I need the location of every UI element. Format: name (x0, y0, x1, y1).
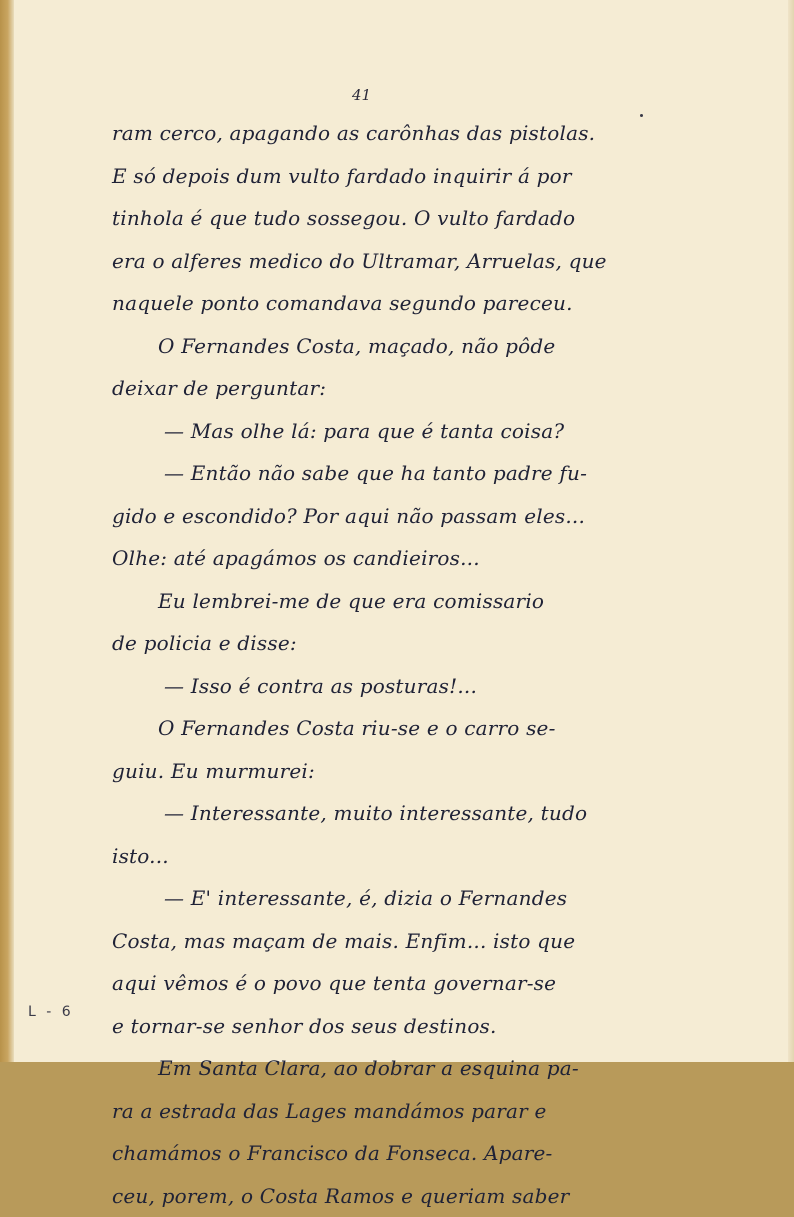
dialogue-line: — Mas olhe lá: para que é tanta coisa? (112, 410, 642, 453)
text-line: ceu, porem, o Costa Ramos e queriam saber (112, 1175, 642, 1217)
page-number: 41 (352, 86, 371, 104)
text-line: chamámos o Francisco da Fonseca. Apare- (112, 1132, 642, 1175)
text-line: aqui vêmos é o povo que tenta governar-se (112, 962, 642, 1005)
text-line: era o alferes medico do Ultramar, Arruelas, que (112, 240, 642, 283)
text-line: ra a estrada das Lages mandámos parar e (112, 1090, 642, 1133)
text-line: guiu. Eu murmurei: (112, 750, 642, 793)
text-line: tinhola é que tudo sossegou. O vulto fardado (112, 197, 642, 240)
dialogue-line: — Interessante, muito interessante, tudo (112, 792, 642, 835)
text-line: Olhe: até apagámos os candieiros... (112, 537, 642, 580)
text-line: Eu lembrei-me de que era comissario (112, 580, 642, 623)
text-line: deixar de perguntar: (112, 367, 642, 410)
dialogue-line: — Então não sabe que ha tanto padre fu- (112, 452, 642, 495)
page-right-edge (788, 0, 794, 1062)
text-line: de policia e disse: (112, 622, 642, 665)
text-line: isto... (112, 835, 642, 878)
archive-margin-note: L - 6 (28, 1004, 74, 1020)
text-line: O Fernandes Costa, maçado, não pôde (112, 325, 642, 368)
binding-edge (0, 0, 14, 1062)
text-line: e tornar-se senhor dos seus destinos. (112, 1005, 642, 1048)
text-line: O Fernandes Costa riu-se e o carro se- (112, 707, 642, 750)
text-line: ram cerco, apagando as carônhas das pistolas. (112, 112, 642, 155)
handwritten-text-block (112, 112, 642, 1217)
dialogue-line: — Isso é contra as posturas!... (112, 665, 642, 708)
text-line: Em Santa Clara, ao dobrar a esquina pa- (112, 1047, 642, 1090)
dialogue-line: — E' interessante, é, dizia o Fernandes (112, 877, 642, 920)
text-line: gido e escondido? Por aqui não passam eles... (112, 495, 642, 538)
text-line: Costa, mas maçam de mais. Enfim... isto que (112, 920, 642, 963)
text-line: E só depois dum vulto fardado inquirir á por (112, 155, 642, 198)
text-line: naquele ponto comandava segundo pareceu. (112, 282, 642, 325)
